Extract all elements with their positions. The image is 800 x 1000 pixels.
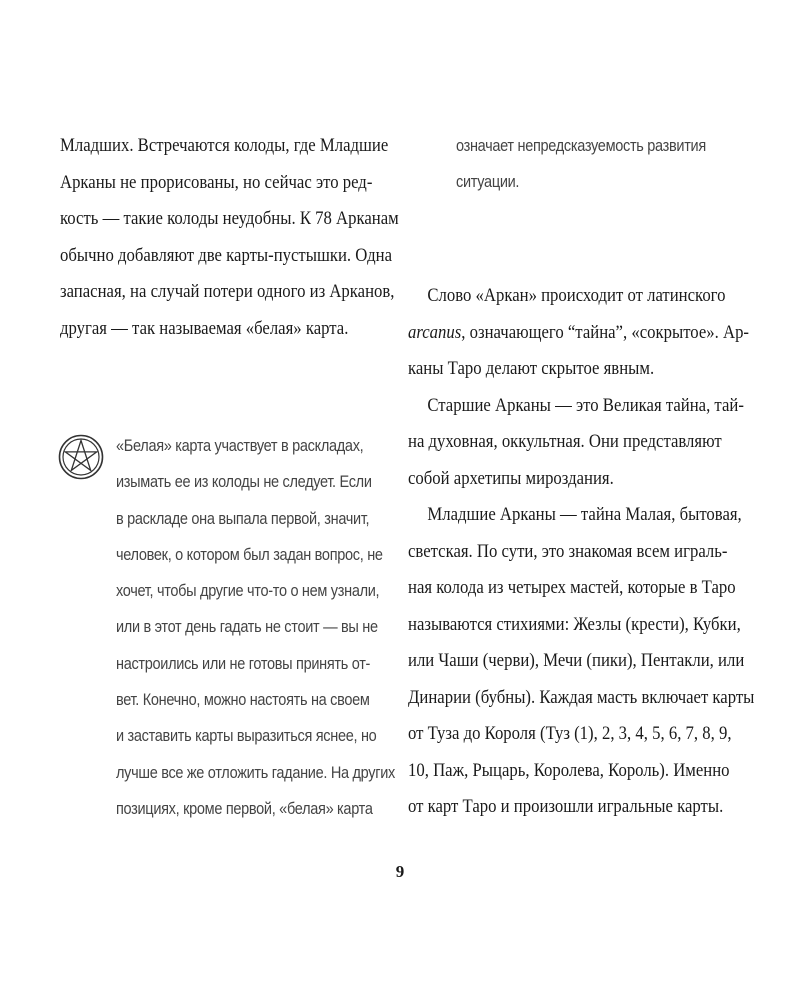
text-line: Динарии (бубны). Каждая масть включает карты (408, 686, 755, 708)
text-line: ная колода из четырех мастей, которые в Таро (408, 577, 736, 598)
text-line: от Туза до Короля (Туз (1), 2, 3, 4, 5, 6, 7, 8, 9, (408, 723, 732, 744)
text-line: человек, о котором был задан вопрос, не (116, 545, 383, 564)
arcana-text (408, 278, 755, 826)
text-line: Старшие Арканы — это Великая тайна, тай- (427, 394, 744, 416)
note-text (116, 428, 395, 827)
text-line: Младшие Арканы — тайна Малая, бытовая, (427, 504, 742, 525)
text-line: другая — так называемая «белая» карта. (60, 317, 349, 339)
text-line: ситуации. (456, 173, 520, 192)
text-line: называются стихиями: Жезлы (крести), Кубки, (408, 613, 741, 635)
text-line: кость — такие колоды неудобны. К 78 Арканам (60, 208, 399, 229)
text-line: лучше все же отложить гадание. На других (116, 763, 395, 782)
text-line: или в этот день гадать не стоит — вы не (116, 618, 378, 637)
text-line: каны Таро делают скрытое явным. (408, 358, 655, 379)
latin-word: arcanus (408, 321, 462, 343)
text-line: вет. Конечно, можно настоять на своем (116, 691, 370, 710)
text-line: Слово «Аркан» происходит от латинского (427, 285, 726, 306)
text-line: хочет, чтобы другие что-то о нем узнали, (116, 582, 380, 601)
text-line: настроились или не готовы принять от- (116, 654, 371, 673)
text-line: «Белая» карта участвует в раскладах, (116, 437, 364, 455)
text-line (408, 315, 749, 352)
text-line: в раскладе она выпала первой, значит, (116, 509, 370, 528)
text-line: Арканы не прорисованы, но сейчас это ред- (60, 171, 373, 193)
text-line: запасная, на случай потери одного из Арканов, (60, 281, 395, 302)
text-line: собой архетипы мироздания. (408, 467, 614, 489)
page-number: 9 (395, 862, 405, 881)
text-line: светская. По сути, это знакомая всем играль- (408, 540, 728, 562)
intro-paragraph (60, 128, 399, 347)
text-line: обычно добавляют две карты-пустышки. Одна (60, 244, 393, 266)
text-line: на духовная, оккультная. Они представляют (408, 431, 722, 452)
pentacle-icon (58, 434, 104, 480)
text-line: изымать ее из колоды не следует. Если (116, 473, 372, 492)
text-line: от карт Таро и произошли игральные карты. (408, 796, 724, 817)
text-line: означает непредсказуемость развития (456, 137, 706, 155)
note-continuation (456, 128, 730, 201)
text-line: позициях, кроме первой, «белая» карта (116, 799, 373, 818)
text-line: и заставить карты выразиться яснее, но (116, 727, 377, 746)
text-line: или Чаши (черви), Мечи (пики), Пентакли, или (408, 650, 745, 671)
text-line: Младших. Встречаются колоды, где Младшие (60, 135, 389, 156)
text-fragment: , означающего “тайна”, «сокрытое». Ар- (461, 321, 749, 343)
text-line: 10, Паж, Рыцарь, Королева, Король). Именно (408, 759, 730, 781)
